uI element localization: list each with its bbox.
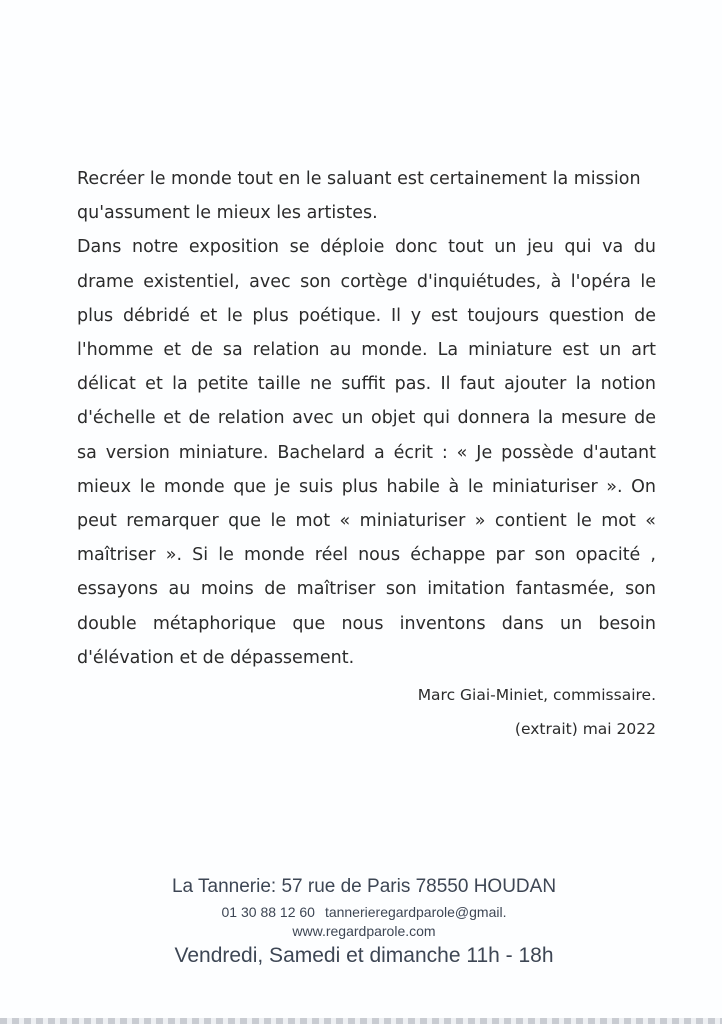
opening-hours: Vendredi, Samedi et dimanche 11h - 18h: [174, 944, 554, 967]
phone-number: 01 30 88 12 60: [221, 904, 315, 920]
paragraph-main: Dans notre exposition se déploie donc tout un jeu qui va du drame existentiel, avec son cortège d'inquiétudes, à l'opéra le plus débridé et le plus poétique. Il y est toujours question de l'homme et de sa relation au monde. La miniature est un art délicat et la petite taille ne suffit pas. Il faut ajouter la notion d'échelle et de relation avec un objet qui donnera la mesure de sa version miniature. Bachelard a écrit : « Je possède d'autant mieux le monde que je suis plus habile à le miniaturiser ». On peut remarquer que le mot « miniaturiser » contient le mot « maîtriser ». Si le monde réel nous échappe par son opacité , essayons au moins de maîtriser son imitation fantasmée, son double métaphorique que nous inventons dans un besoin d'élévation et de dépassement.: [77, 237, 656, 668]
page-bottom-edge: [0, 1018, 722, 1024]
body-text: [77, 162, 656, 675]
website-link: www.regardparole.com: [292, 923, 436, 939]
email-address: tannerieregardparole@gmail.: [324, 904, 507, 920]
signature-date: (extrait) mai 2022: [514, 720, 656, 738]
contact-line: [3, 904, 722, 920]
venue-address: La Tannerie: 57 rue de Paris 78550 HOUDAN: [171, 876, 557, 897]
signature-block: [418, 678, 656, 746]
paragraph-intro: Recréer le monde tout en le saluant est certainement la mission qu'assument le mieux les artistes.: [77, 169, 641, 224]
signature-author: Marc Giai-Miniet, commissaire.: [417, 686, 656, 704]
